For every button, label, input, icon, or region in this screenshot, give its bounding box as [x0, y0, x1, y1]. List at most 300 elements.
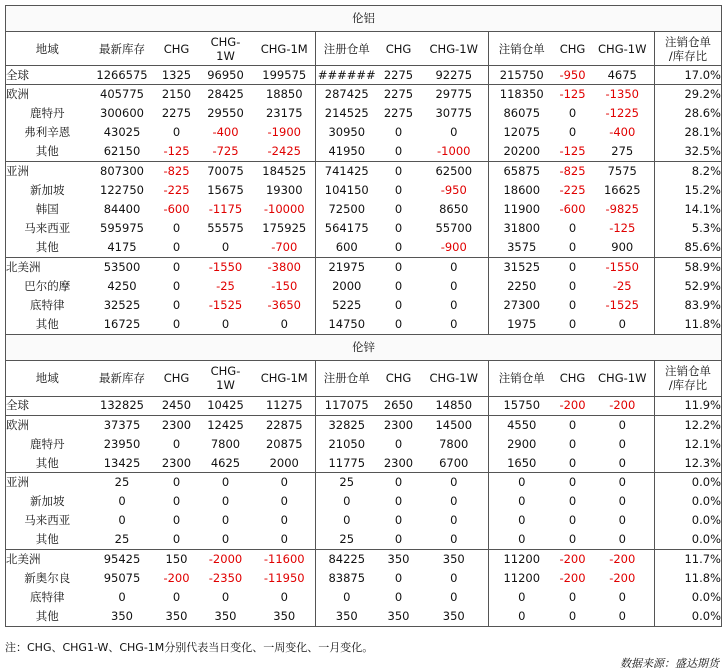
column-header-label: CHG-1W [598, 371, 647, 386]
column-header [156, 32, 198, 66]
value-cell: 0 [394, 125, 403, 140]
value-cell: 2250 [489, 277, 555, 296]
value-cell: 10425 [198, 396, 254, 415]
value-cell: 37375 [89, 415, 156, 434]
value-cell: 0 [420, 473, 489, 492]
value-cell: 275 [591, 142, 655, 161]
value-cell: 132825 [89, 396, 156, 415]
region-cell: 其他 [6, 607, 89, 626]
column-header [89, 32, 156, 66]
value-cell: -125 [156, 142, 198, 161]
value-cell: 0.0% [655, 588, 722, 607]
value-cell: 0 [378, 315, 420, 334]
column-header [198, 32, 254, 66]
inventory-table [5, 5, 722, 627]
value-cell: 31525 [489, 257, 555, 276]
value-cell: -950 [555, 66, 591, 85]
table-row [6, 277, 722, 296]
table-row [6, 85, 722, 104]
value-cell: 0 [555, 415, 591, 434]
value-cell: 0 [489, 492, 555, 511]
value-cell: -825 [555, 161, 591, 180]
value-cell: 0 [118, 590, 126, 605]
value-cell: 12.2% [655, 415, 722, 434]
value-cell: 350 [316, 607, 378, 626]
value-cell: -125 [555, 85, 591, 104]
value-cell: 17.0% [655, 66, 722, 85]
value-cell: 0 [591, 454, 655, 473]
value-cell: 0 [591, 530, 655, 549]
value-cell: 150 [156, 550, 198, 569]
value-cell: 0 [316, 588, 378, 607]
value-cell: 0 [618, 436, 626, 451]
value-cell: -150 [271, 278, 298, 293]
table-row [6, 104, 722, 123]
value-cell: 350 [378, 550, 420, 569]
region-cell: 底特律 [6, 296, 89, 315]
column-header-label: 注册仓单 [323, 371, 370, 386]
value-cell: 0 [172, 278, 181, 293]
value-cell: 350 [420, 607, 489, 626]
value-cell: -1175 [208, 201, 243, 216]
value-cell: 0 [378, 161, 420, 180]
value-cell: 350 [156, 607, 198, 626]
value-cell: 0.0% [655, 492, 722, 511]
value-cell: 0 [394, 436, 403, 451]
value-cell: ###### [316, 66, 378, 85]
column-header-label: 注销仓单 [498, 41, 545, 56]
value-cell: -1525 [208, 297, 243, 312]
table-row [6, 473, 722, 492]
region-cell: 其他 [6, 142, 89, 161]
column-header [655, 32, 722, 66]
value-cell: 0 [118, 513, 126, 528]
value-cell: 11.7% [655, 550, 722, 569]
value-cell: 0 [568, 125, 577, 140]
value-cell: 8.2% [655, 161, 722, 180]
value-cell: 41950 [316, 142, 378, 161]
region-cell: 北美洲 [6, 257, 89, 276]
value-cell: 11.8% [655, 569, 722, 588]
value-cell: -125 [609, 221, 636, 236]
value-cell: 0 [568, 513, 577, 528]
section-title-row [6, 6, 722, 32]
column-header-label: CHG [385, 371, 412, 386]
value-cell: 0 [394, 182, 403, 197]
value-cell: 2300 [156, 415, 198, 434]
value-cell: 21975 [316, 257, 378, 276]
value-cell: 15750 [489, 396, 555, 415]
footnote: 注：CHG、CHG1-W、CHG-1M分别代表当日变化、一周变化、一月变化。 [5, 641, 374, 654]
value-cell: 29775 [420, 85, 489, 104]
region-cell: 新加坡 [6, 181, 89, 200]
column-header-label: 注销仓单 [665, 364, 711, 379]
column-header-label: CHG [163, 41, 190, 56]
value-cell: 0 [591, 415, 655, 434]
column-header [420, 360, 489, 396]
value-cell: 0 [618, 513, 626, 528]
value-cell: 0 [198, 238, 254, 257]
value-cell: 0 [221, 494, 230, 509]
value-cell: 3575 [489, 238, 555, 257]
value-cell: 0 [156, 257, 198, 276]
value-cell: 1650 [489, 454, 555, 473]
column-header-label: CHG [163, 371, 190, 386]
value-cell: 0 [280, 494, 288, 509]
value-cell: -125 [555, 142, 591, 161]
value-cell: 104150 [316, 181, 378, 200]
value-cell: 14500 [420, 415, 489, 434]
table-row [6, 219, 722, 238]
value-cell: -600 [163, 201, 190, 216]
value-cell: 184525 [254, 161, 316, 180]
value-cell: 0 [568, 590, 577, 605]
value-cell: 28425 [198, 85, 254, 104]
value-cell: 2300 [378, 454, 420, 473]
value-cell: -600 [559, 201, 586, 216]
value-cell: 0 [489, 607, 555, 626]
value-cell: -1550 [591, 257, 655, 276]
table-row [6, 435, 722, 454]
value-cell: -1550 [198, 257, 254, 276]
column-header-label: 最新库存 [99, 41, 145, 56]
value-cell: 96950 [198, 66, 254, 85]
value-cell: 0 [156, 530, 198, 549]
value-cell: -900 [420, 238, 489, 257]
value-cell: -400 [212, 125, 239, 140]
column-header-label: CHG-1W [429, 371, 478, 386]
value-cell: 7800 [210, 436, 241, 451]
value-cell: 0 [394, 297, 403, 312]
column-header [6, 32, 89, 66]
region-cell: 韩国 [6, 200, 89, 219]
value-cell: 0 [378, 530, 420, 549]
value-cell: 0 [394, 570, 403, 585]
value-cell: 11200 [489, 550, 555, 569]
value-cell: 350 [420, 550, 489, 569]
value-cell: -950 [440, 182, 467, 197]
region-cell: 其他 [6, 530, 89, 549]
table-row [6, 257, 722, 276]
value-cell: 0 [254, 315, 316, 334]
value-cell: 0 [394, 494, 403, 509]
value-cell: 0 [591, 607, 655, 626]
table-row [6, 607, 722, 626]
value-cell: 6700 [420, 454, 489, 473]
region-cell: 欧洲 [6, 415, 89, 434]
value-cell: 0 [198, 315, 254, 334]
value-cell: 0 [378, 238, 420, 257]
value-cell: 19300 [265, 182, 303, 197]
value-cell: 15.2% [655, 181, 722, 200]
column-header-row [6, 360, 722, 396]
value-cell: 600 [316, 238, 378, 257]
value-cell: 118350 [489, 85, 555, 104]
value-cell: -200 [559, 570, 586, 585]
column-header-label: CHG-1M [260, 371, 308, 386]
region-cell: 北美洲 [6, 550, 89, 569]
region-cell: 底特律 [6, 588, 89, 607]
column-header [555, 32, 591, 66]
region-cell: 亚洲 [6, 161, 89, 180]
value-cell: -2000 [198, 550, 254, 569]
column-header [198, 360, 254, 396]
region-cell: 新奥尔良 [6, 569, 89, 588]
value-cell: 0 [618, 590, 626, 605]
table-row [6, 396, 722, 415]
value-cell: 0 [172, 221, 181, 236]
table-row [6, 181, 722, 200]
column-header-label: CHG-1W [598, 41, 647, 56]
column-header-label: 注销仓单 [665, 34, 711, 49]
region-cell: 鹿特丹 [6, 104, 89, 123]
value-cell: 0 [394, 221, 403, 236]
column-header-label: CHG-1M [260, 41, 308, 56]
value-cell: 0 [450, 494, 458, 509]
value-cell: 0 [420, 530, 489, 549]
value-cell: 15675 [207, 182, 244, 197]
value-cell: 0 [198, 530, 254, 549]
value-cell: -1900 [267, 125, 301, 140]
value-cell: 0 [254, 530, 316, 549]
value-cell: -11600 [254, 550, 316, 569]
value-cell: 0 [172, 513, 181, 528]
value-cell: 32825 [316, 415, 378, 434]
value-cell: 16625 [603, 182, 641, 197]
value-cell: 95425 [89, 550, 156, 569]
region-cell: 全球 [6, 66, 89, 85]
table-row [6, 550, 722, 569]
column-header-label: 地域 [35, 41, 59, 56]
value-cell: 28.6% [655, 104, 722, 123]
column-header-row [6, 32, 722, 66]
value-cell: 0 [591, 315, 655, 334]
value-cell: 14750 [316, 315, 378, 334]
value-cell: 0 [489, 473, 555, 492]
value-cell: 11275 [254, 396, 316, 415]
value-cell: 2300 [378, 415, 420, 434]
value-cell: -1000 [420, 142, 489, 161]
column-header [316, 360, 378, 396]
value-cell: 564175 [316, 219, 378, 238]
column-header-label: /库存比 [668, 378, 708, 393]
value-cell: 25 [89, 473, 156, 492]
value-cell: 25 [316, 530, 378, 549]
value-cell: 0 [198, 473, 254, 492]
value-cell: 0 [450, 125, 458, 140]
column-header [316, 32, 378, 66]
value-cell: 1975 [489, 315, 555, 334]
column-header-label: 1W [216, 48, 235, 63]
value-cell: -200 [163, 570, 190, 585]
value-cell: 11200 [489, 569, 555, 588]
column-header-label: 注销仓单 [498, 371, 545, 386]
column-header-label: CHG- [210, 34, 241, 49]
value-cell: 0 [555, 454, 591, 473]
value-cell: 8650 [439, 201, 469, 216]
value-cell: -9825 [605, 201, 639, 216]
value-cell: 0 [394, 513, 403, 528]
value-cell: 0 [450, 513, 458, 528]
value-cell: -3800 [254, 257, 316, 276]
region-cell: 欧洲 [6, 85, 89, 104]
value-cell: 5.3% [655, 219, 722, 238]
value-cell: -825 [156, 161, 198, 180]
value-cell: 0 [568, 436, 577, 451]
value-cell: 0 [555, 257, 591, 276]
value-cell: 0 [172, 436, 181, 451]
value-cell: 18850 [254, 85, 316, 104]
column-header-label: CHG [559, 371, 586, 386]
value-cell: 0 [172, 590, 181, 605]
value-cell: -400 [609, 125, 636, 140]
value-cell: -200 [591, 550, 655, 569]
value-cell: 2150 [156, 85, 198, 104]
value-cell: 287425 [316, 85, 378, 104]
value-cell: 0 [221, 590, 230, 605]
table-row [6, 142, 722, 161]
value-cell: 29550 [207, 105, 244, 120]
value-cell: 0 [489, 511, 555, 530]
region-cell: 亚洲 [6, 473, 89, 492]
region-cell: 马来西亚 [6, 219, 89, 238]
value-cell: 122750 [100, 182, 144, 197]
region-cell: 新加坡 [6, 492, 89, 511]
value-cell: 350 [378, 607, 420, 626]
value-cell: 0 [555, 473, 591, 492]
value-cell: 14.1% [655, 200, 722, 219]
value-cell: 0 [568, 221, 577, 236]
value-cell: 0.0% [655, 530, 722, 549]
value-cell: 0 [221, 513, 230, 528]
value-cell: 31800 [489, 219, 555, 238]
value-cell: -25 [612, 278, 632, 293]
column-header-label: 注册仓单 [323, 41, 370, 56]
value-cell: 741425 [316, 161, 378, 180]
value-cell: 55575 [207, 221, 244, 236]
value-cell: 2650 [378, 396, 420, 415]
value-cell: 199575 [254, 66, 316, 85]
value-cell: 2300 [156, 454, 198, 473]
value-cell: 11.8% [655, 315, 722, 334]
value-cell: -10000 [263, 201, 305, 216]
value-cell: 2000 [316, 277, 378, 296]
column-header-label: CHG-1W [429, 41, 478, 56]
table-row [6, 492, 722, 511]
value-cell: 25 [316, 473, 378, 492]
value-cell: 20200 [489, 142, 555, 161]
table-row [6, 511, 722, 530]
value-cell: 25 [89, 530, 156, 549]
value-cell: 0 [316, 492, 378, 511]
column-header [254, 360, 316, 396]
value-cell: 12075 [489, 123, 555, 142]
value-cell: -225 [163, 182, 190, 197]
value-cell: 0 [254, 473, 316, 492]
value-cell: 2275 [378, 66, 420, 85]
value-cell: 32525 [103, 297, 141, 312]
region-cell: 其他 [6, 315, 89, 334]
value-cell: -25 [216, 278, 235, 293]
value-cell: 23950 [103, 436, 141, 451]
column-header [489, 32, 555, 66]
column-header [378, 360, 420, 396]
column-header-label: 地域 [35, 371, 59, 386]
value-cell: 12425 [198, 415, 254, 434]
value-cell: 0 [568, 278, 577, 293]
value-cell: 0 [156, 238, 198, 257]
value-cell: 2900 [489, 435, 555, 454]
value-cell: 7800 [439, 436, 469, 451]
table-row [6, 588, 722, 607]
value-cell: 30775 [435, 105, 473, 120]
column-header [6, 360, 89, 396]
value-cell: 0 [450, 590, 458, 605]
value-cell: -700 [254, 238, 316, 257]
table-row [6, 123, 722, 142]
column-header [591, 32, 655, 66]
value-cell: 4175 [89, 238, 156, 257]
value-cell: -725 [198, 142, 254, 161]
value-cell: 4675 [591, 66, 655, 85]
value-cell: 2275 [378, 85, 420, 104]
value-cell: 0 [156, 315, 198, 334]
value-cell: 900 [591, 238, 655, 257]
value-cell: 0 [172, 297, 181, 312]
value-cell: 0 [555, 315, 591, 334]
value-cell: -2350 [208, 570, 243, 585]
table-row [6, 530, 722, 549]
value-cell: -200 [609, 570, 636, 585]
value-cell: -11950 [263, 570, 305, 585]
table-row [6, 454, 722, 473]
value-cell: 65875 [489, 161, 555, 180]
value-cell: 70075 [198, 161, 254, 180]
value-cell: 13425 [89, 454, 156, 473]
region-cell: 巴尔的摩 [6, 277, 89, 296]
value-cell: 0 [555, 238, 591, 257]
value-cell: 21050 [316, 435, 378, 454]
column-header-label: CHG [559, 41, 586, 56]
value-cell: 0.0% [655, 473, 722, 492]
value-cell: 28.1% [655, 123, 722, 142]
value-cell: 0 [156, 473, 198, 492]
value-cell: 5225 [316, 296, 378, 315]
value-cell: 0 [378, 473, 420, 492]
value-cell: 0 [118, 494, 126, 509]
value-cell: 215750 [489, 66, 555, 85]
value-cell: 32.5% [655, 142, 722, 161]
value-cell: -200 [555, 396, 591, 415]
column-header [89, 360, 156, 396]
table-row [6, 315, 722, 334]
value-cell: 0 [280, 513, 288, 528]
value-cell: 62150 [89, 142, 156, 161]
value-cell: 595975 [100, 221, 144, 236]
value-cell: -200 [591, 396, 655, 415]
column-header [254, 32, 316, 66]
value-cell: 12.1% [655, 435, 722, 454]
region-cell: 其他 [6, 454, 89, 473]
value-cell: 350 [254, 607, 316, 626]
value-cell: -225 [559, 182, 586, 197]
region-cell: 弗利辛恩 [6, 123, 89, 142]
value-cell: 84225 [316, 550, 378, 569]
value-cell: 83.9% [655, 296, 722, 315]
column-header [378, 32, 420, 66]
value-cell: 807300 [89, 161, 156, 180]
value-cell: 0 [394, 590, 403, 605]
